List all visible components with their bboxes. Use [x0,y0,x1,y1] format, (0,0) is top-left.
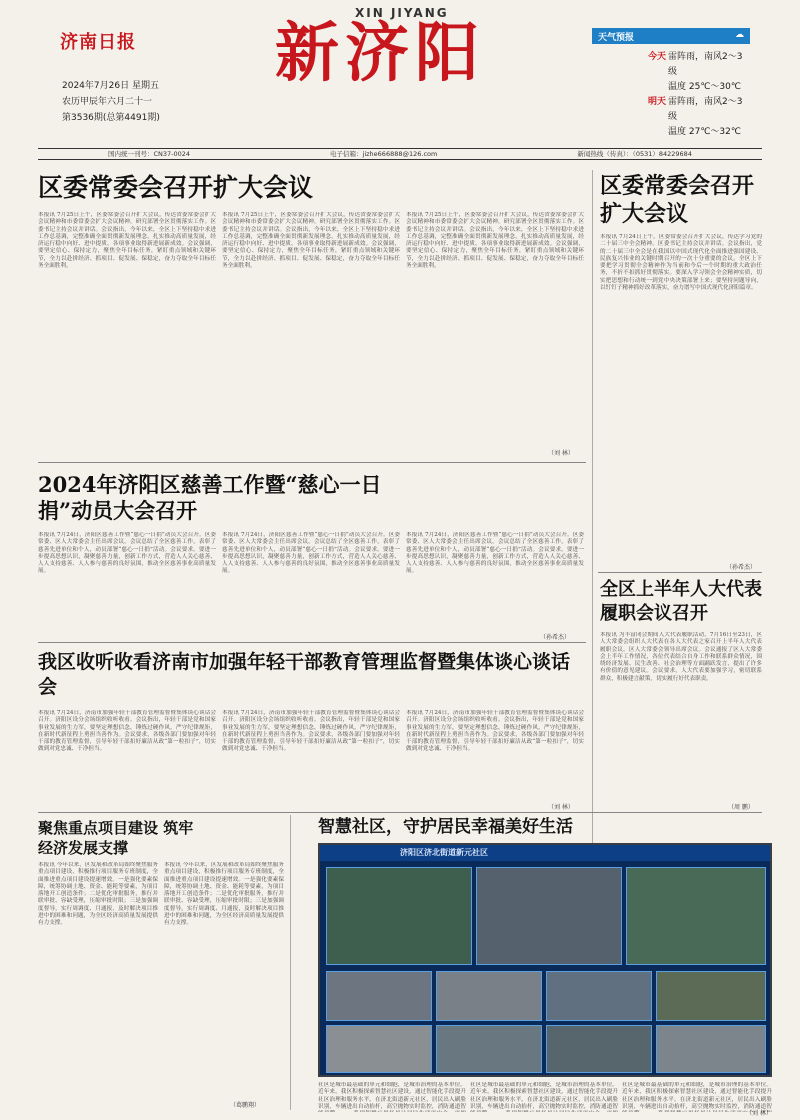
camera-feed [326,1025,432,1073]
article-1-body-col-2: 本报讯 7月25日上午，区委常委会召开扩大会议，传达省委常委会扩大会议精神和市委常委会扩大会议精神，研究部署全区贯彻落实工作。区委书记主持会议并讲话。会议指出，今年以来，全区上下坚持稳中求进工作总基调，完整准确全面贯彻新发展理念，扎实推动高质量发展，经济运行稳中向好、进中提质，各项事业取得新进展新成效。会议强调，要坚定信心、保持定力，聚焦全年目标任务，紧盯重点领域和关键环节，全力以赴拼经济、抓项目、促发展、保稳定，奋力夺取全年目标任务全面胜利。 [222,212,400,270]
info-bar [38,148,762,160]
article-4-body-col-1: 本报讯 7月24日，济南市加强年轻干部教育管理监督暨集体谈心谈话会召开。济阳区设分会场组织收听收看。会议指出，年轻干部是党和国家事业发展的生力军，要坚定理想信念，锤炼过硬作风，严守纪律规矩，在新时代新征程上勇担当善作为。会议要求，各级各部门要加强对年轻干部的教育管理监督，引导年轻干部扣好廉洁从政“第一粒扣子”，切实做到对党忠诚、干净担当。 [38,710,216,753]
photo-caption-bar: 济阳区济北街道新元社区 [320,845,770,861]
weather-today-temp: 温度 25℃～30℃ [668,82,741,92]
article-5-headline: 全区上半年人大代表履职会议召开 [600,579,762,624]
article-6-body-col-2: 本报讯 今年以来，区发展和改革局始终聚焦服务重点项目建设，积极推行项目服务专班制度，全面推进重点项目建设提速增效。一是强化要素保障，统筹协调土地、资金、能耗等要素，为项目落地开工创造条件；二是优化审批服务，推行并联审批、容缺受理，压缩审批时限；三是加强调度督导，实行周调度、月通报，及时解决项目推进中的困难和问题，为全区经济高质量发展提供有力支撑。 [164,862,284,927]
date-text: 2024年7月26日 星期五 [62,81,159,91]
article-2-signature: （孙希杰） [540,634,571,641]
article-4-headline: 我区收听收看济南市加强年轻干部教育管理监督暨集体谈心谈话会 [38,651,571,698]
article-3-signature: （孙希杰） [726,564,757,571]
divider [38,812,762,813]
article-1-body-col-1: 本报讯 7月25日上午，区委常委会召开扩大会议，传达省委常委会扩大会议精神和市委常委会扩大会议精神，研究部署全区贯彻落实工作。区委书记主持会议并讲话。会议指出，今年以来，全区上下坚持稳中求进工作总基调，完整准确全面贯彻新发展理念，扎实推动高质量发展，经济运行稳中向好、进中提质，各项事业取得新进展新成效。会议强调，要坚定信心、保持定力，聚焦全年目标任务，紧盯重点领域和关键环节，全力以赴拼经济、抓项目、促发展、保稳定，奋力夺取全年目标任务全面胜利。 [38,212,216,270]
article-2-body-col-3: 本报讯 7月24日，济阳区慈善工作暨“慈心一日捐”动员大会召开。区委常委、区人大常委会主任出席会议。会议总结了全区慈善工作，表彰了慈善先进单位和个人，动员部署“慈心一日捐”活动。会议要求，要进一步提高思想认识，凝聚慈善力量，创新工作方式，营造人人关心慈善、人人支持慈善、人人参与慈善的良好氛围，推动全区慈善事业高质量发展。 [406,532,584,575]
article-1-signature: （刘 林） [548,450,574,457]
cn-number: 国内统一刊号：CN37-0024 [107,150,191,158]
article-6-signature: （葛鹏翔） [230,1102,261,1109]
camera-feed [546,1025,652,1073]
article-5-body: 本报讯 为丰富闭会期间人大代表履职活动，7月16日至23日，区人大常委会组织人大代表在各人大代表之家召开上半年人大代表履职会议。区人大常委会领导出席会议。会议通报了区人大常委会上半年工作情况，各位代表结合自身工作和联系群众情况，围绕经济发展、民生改善、社会治理等方面踊跃发言，提出了许多有价值的意见建议。会议要求，人大代表要加强学习，密切联系群众，积极建言献策，切实履行好代表职责。 [600,632,762,682]
article-6-headline: 聚焦重点项目建设 筑牢经济发展支撑 [38,819,194,857]
publisher-logo: 济南日报 [60,32,136,53]
article-3-body: 本报讯 7月24日上午，区委常委会召开扩大会议，传达学习党的二十届三中全会精神。区委书记主持会议并讲话。会议指出，党的二十届三中全会是在我国以中国式现代化全面推进强国建设、民族复兴伟业的关键时期召开的一次十分重要的会议。全区上下要把学习贯彻全会精神作为当前和今后一个时期的重大政治任务，不折不扣抓好贯彻落实。要深入学习领会全会精神实质，切实把思想和行动统一到党中央决策部署上来；要坚持问题导向，以钉钉子精神抓好改革落实，奋力谱写中国式现代化济阳篇章。 [600,234,762,292]
camera-feed [436,1025,542,1073]
article-1-body-col-3: 本报讯 7月25日上午，区委常委会召开扩大会议，传达省委常委会扩大会议精神和市委常委会扩大会议精神，研究部署全区贯彻落实工作。区委书记主持会议并讲话。会议指出，今年以来，全区上下坚持稳中求进工作总基调，完整准确全面贯彻新发展理念，扎实推动高质量发展，经济运行稳中向好、进中提质，各项事业取得新进展新成效。会议强调，要坚定信心、保持定力，聚焦全年目标任务，紧盯重点领域和关键环节，全力以赴拼经济、抓项目、促发展、保稳定，奋力夺取全年目标任务全面胜利。 [406,212,584,270]
issue-number: 第3536期(总第4491期) [62,113,160,123]
weather-box [592,28,750,137]
article-7-body-col-3: 社区是城市最基础的单元和细胞，是城市治理的基本单位。近年来，我区积极探索智慧社区建设，通过智能化手段提升社区治理和服务水平。在济北街道新元社区，居民出入刷脸识别，车辆进出自动抬杆，高空抛物实时监控，消防通道智 [622,1082,772,1110]
article-7-photo [318,843,772,1077]
article-2-body-col-2: 本报讯 7月24日，济阳区慈善工作暨“慈心一日捐”动员大会召开。区委常委、区人大常委会主任出席会议。会议总结了全区慈善工作，表彰了慈善先进单位和个人，动员部署“慈心一日捐”活动。会议要求，要进一步提高思想认识，凝聚慈善力量，创新工作方式，营造人人关心慈善、人人支持慈善、人人参与慈善的良好氛围，推动全区慈善事业高质量发展。 [222,532,400,575]
weather-tomorrow: 明天 雷阵雨，南风2～3级 [648,97,743,122]
article-4-body-col-3: 本报讯 7月24日，济南市加强年轻干部教育管理监督暨集体谈心谈话会召开。济阳区设分会场组织收听收看。会议指出，年轻干部是党和国家事业发展的生力军，要坚定理想信念，锤炼过硬作风，严守纪律规矩，在新时代新征程上勇担当善作为。会议要求，各级各部门要加强对年轻干部的教育管理监督，引导年轻干部扣好廉洁从政“第一粒扣子”，切实做到对党忠诚、干净担当。 [406,710,584,753]
column-divider [592,170,593,850]
camera-feed [326,971,432,1021]
weather-header: 天气预报 ☁ [592,28,750,44]
article-2-headline: 2024年济阳区慈善工作暨“慈心一日捐”动员大会召开 [38,472,382,523]
article-7-signature: （刘 林） [746,1110,772,1117]
divider [598,572,762,573]
lunar-date-text: 农历甲辰年六月二十一 [62,97,153,107]
masthead [0,0,800,150]
masthead-title: 新济阳 [275,16,485,91]
article-2-body-col-1: 本报讯 7月24日，济阳区慈善工作暨“慈心一日捐”动员大会召开。区委常委、区人大常委会主任出席会议。会议总结了全区慈善工作，表彰了慈善先进单位和个人，动员部署“慈心一日捐”活动。会议要求，要进一步提高思想认识，凝聚慈善力量，创新工作方式，营造人人关心慈善、人人支持慈善、人人参与慈善的良好氛围，推动全区慈善事业高质量发展。 [38,532,216,575]
camera-feed [546,971,652,1021]
weather-today: 今天 雷阵雨，南风2～3级 [648,52,743,77]
camera-feed [476,867,622,965]
weather-cloud-icon: ☁ [735,30,744,40]
weather-tomorrow-temp: 温度 27℃～32℃ [668,127,741,137]
article-7-body-col-2: 社区是城市最基础的单元和细胞，是城市治理的基本单位。近年来，我区积极探索智慧社区建设，通过智能化手段提升社区治理和服务水平。在济北街道新元社区，居民出入刷脸识别，车辆进出自动抬杆，高空抛物实时监控，消防通道智 [470,1082,618,1110]
divider [38,642,586,643]
article-7-headline: 智慧社区，守护居民幸福美好生活 [318,817,573,837]
camera-feed [436,971,542,1021]
article-7-body-col-1: 社区是城市最基础的单元和细胞，是城市治理的基本单位。近年来，我区积极探索智慧社区建设，通过智能化手段提升社区治理和服务水平。在济北街道新元社区，居民出入刷脸识别，车辆进出自动抬杆，高空抛物实时监控，消防通道智 [318,1082,466,1110]
article-4-body-col-2: 本报讯 7月24日，济南市加强年轻干部教育管理监督暨集体谈心谈话会召开。济阳区设分会场组织收听收看。会议指出，年轻干部是党和国家事业发展的生力军，要坚定理想信念，锤炼过硬作风，严守纪律规矩，在新时代新征程上勇担当善作为。会议要求，各级各部门要加强对年轻干部的教育管理监督，引导年轻干部扣好廉洁从政“第一粒扣子”，切实做到对党忠诚、干净担当。 [222,710,400,753]
article-5-signature: （周 鹏） [728,804,754,811]
camera-feed [626,867,766,965]
hotline-text: 新闻热线（传真）：（0531）84229684 [577,150,692,158]
email-text: 电子信箱：jizhe666888@126.com [330,150,438,158]
article-6-body-col-1: 本报讯 今年以来，区发展和改革局始终聚焦服务重点项目建设，积极推行项目服务专班制度，全面推进重点项目建设提速增效。一是强化要素保障，统筹协调土地、资金、能耗等要素，为项目落地开工创造条件；二是优化审批服务，推行并联审批、容缺受理，压缩审批时限；三是加强调度督导，实行周调度、月通报，及时解决项目推进中的困难和问题，为全区经济高质量发展提供有力支撑。 [38,862,158,927]
camera-feed [326,867,472,965]
article-4-signature: （刘 林） [548,804,574,811]
dateline [62,78,160,126]
camera-feed [656,1025,766,1073]
article-3-headline: 区委常委会召开扩大会议 [600,173,755,227]
column-divider [290,815,291,1110]
article-1-headline: 区委常委会召开扩大会议 [38,173,314,202]
masthead-pinyin: XIN JIYANG [355,6,449,20]
divider [38,462,586,463]
camera-feed [656,971,766,1021]
